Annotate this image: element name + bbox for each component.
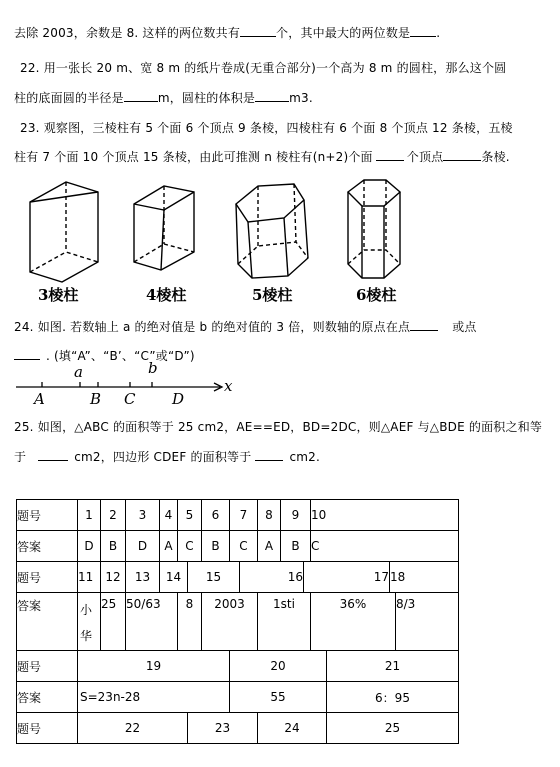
table-cell: 1 — [78, 500, 101, 531]
prism-label-5: 5棱柱 — [252, 286, 293, 304]
table-cell: 3 — [126, 500, 160, 531]
table-cell: 8 — [258, 500, 281, 531]
q25-text: 25. 如图，△ABC 的面积等于 25 cm2，AE==ED，BD=2DC，则△AEF 与△BDE 的面积之和等 — [14, 420, 543, 434]
q23-text-2: 柱有 7 个面 10 个顶点 15 条棱，由此可推测 n 棱柱有(n+2)个面 — [14, 150, 373, 164]
table-cell: S=23n-28 — [78, 682, 230, 713]
q22-text-2: 柱的底面圆的半径是 — [14, 91, 124, 105]
table-cell: B — [101, 531, 126, 562]
table-cell: 7 — [230, 500, 258, 531]
answer-blank[interactable] — [240, 25, 276, 37]
q25-text-3: cm2. — [289, 450, 321, 464]
point-B: B — [90, 390, 102, 408]
prism-label-6: 6棱柱 — [356, 286, 397, 304]
table-cell: 8 — [178, 593, 202, 651]
table-cell: 题号 — [17, 651, 78, 682]
answer-blank[interactable] — [376, 149, 404, 161]
table-cell: D — [78, 531, 101, 562]
table-cell: 题号 — [17, 500, 78, 531]
q22-text-4: m3. — [289, 91, 313, 105]
table-cell: D — [126, 531, 160, 562]
table-cell: 23 — [188, 713, 258, 744]
q25-line-1 — [14, 418, 542, 435]
answer-blank[interactable] — [443, 149, 481, 161]
answer-blank[interactable] — [14, 348, 40, 360]
table-cell: 55 — [230, 682, 327, 713]
table-cell: C — [178, 531, 202, 562]
table-cell: B — [281, 531, 311, 562]
table-cell: 19 — [78, 651, 230, 682]
table-cell: C — [311, 531, 459, 562]
q24-line-2 — [14, 347, 195, 364]
table-cell: 13 — [126, 562, 160, 593]
q23-text-4: 条棱. — [481, 150, 510, 164]
point-C: C — [124, 390, 136, 408]
table-cell: 2 — [101, 500, 126, 531]
table-cell: 题号 — [17, 562, 78, 593]
table-cell: 5 — [178, 500, 202, 531]
table-cell: 16 — [240, 562, 304, 593]
table-cell: 9 — [281, 500, 311, 531]
table-row — [17, 682, 459, 713]
table-cell: 18 — [390, 562, 459, 593]
q25-text-2: cm2，四边形 CDEF 的面积等于 — [74, 450, 252, 464]
table-row — [17, 593, 459, 651]
q24-line-1 — [14, 318, 477, 335]
table-cell: 15 — [188, 562, 240, 593]
answer-blank[interactable] — [255, 90, 289, 102]
table-row — [17, 651, 459, 682]
table-cell: 8/3 — [396, 593, 459, 651]
q24-text: 24. 如图. 若数轴上 a 的绝对值是 b 的绝对值的 3 倍，则数轴的原点在点 — [14, 320, 411, 334]
table-cell: C — [230, 531, 258, 562]
q22-text: 22. 用一张长 20 m、宽 8 m 的纸片卷成(无重合部分)一个高为 8 m 的圆柱，那么这个圆 — [20, 61, 507, 75]
point-A: A — [34, 390, 45, 408]
table-row — [17, 500, 459, 531]
table-cell — [78, 593, 101, 651]
table-cell: 答案 — [17, 682, 78, 713]
table-row — [17, 713, 459, 744]
q23-text: 23. 观察图，三棱柱有 5 个面 6 个顶点 9 条棱，四棱柱有 6 个面 8 个顶点 12 条棱，五棱 — [20, 121, 513, 135]
point-label-a: a — [74, 363, 83, 381]
q23-text-3: 个顶点 — [406, 150, 444, 164]
table-cell: 25 — [327, 713, 459, 744]
table-cell: 答案 — [17, 593, 78, 651]
table-cell: A — [258, 531, 281, 562]
table-cell: 24 — [258, 713, 327, 744]
q21-text-2: 个，其中最大的两位数是 — [276, 26, 411, 40]
table-cell: 11 — [78, 562, 101, 593]
q25-text-1: 于 — [14, 450, 27, 464]
table-cell: A — [160, 531, 178, 562]
axis-label-x: x — [224, 377, 233, 395]
table-cell: B — [202, 531, 230, 562]
table-cell: 6 — [202, 500, 230, 531]
table-cell: 21 — [327, 651, 459, 682]
q22-text-3: m，圆柱的体积是 — [157, 91, 256, 105]
table-cell: 17 — [304, 562, 390, 593]
table-cell: 答案 — [17, 531, 78, 562]
point-D: D — [172, 390, 185, 408]
table-cell: 25 — [101, 593, 126, 651]
prism-label-4: 4棱柱 — [146, 286, 187, 304]
table-cell: 50/63 — [126, 593, 178, 651]
table-cell: 22 — [78, 713, 188, 744]
prism-figures — [26, 170, 426, 310]
q23-line-1 — [20, 119, 513, 136]
table-cell: 20 — [230, 651, 327, 682]
answer-table — [16, 499, 459, 744]
prism-label-3: 3棱柱 — [38, 286, 79, 304]
table-cell: 1sti — [258, 593, 311, 651]
answer-blank[interactable] — [124, 90, 158, 102]
q24-text-2: 或点 — [452, 320, 477, 334]
answer-blank[interactable] — [410, 319, 438, 331]
point-label-b: b — [148, 359, 158, 377]
table-row — [17, 531, 459, 562]
table-cell: 14 — [160, 562, 188, 593]
q21-text-3: . — [436, 26, 441, 40]
q21-tail — [14, 24, 440, 41]
table-cell: 4 — [160, 500, 178, 531]
q22-line-1 — [20, 59, 506, 76]
table-cell: 36% — [311, 593, 396, 651]
table-cell: 12 — [101, 562, 126, 593]
q24-text-2: . (填“A”、“B’、“C”或“D”) — [46, 349, 195, 363]
answer-blank[interactable] — [255, 449, 283, 461]
q23-line-2 — [14, 148, 510, 165]
table-row — [17, 562, 459, 593]
table-cell: 6：95 — [327, 682, 459, 713]
table-cell: 2003 — [202, 593, 258, 651]
number-line-figure — [14, 359, 254, 413]
table-cell: 题号 — [17, 713, 78, 744]
q21-text: 去除 2003，余数是 8. 这样的两位数共有 — [14, 26, 241, 40]
answer-blank[interactable] — [410, 25, 436, 37]
table-cell: 10 — [311, 500, 459, 531]
table-cell-text: 小华 — [80, 603, 93, 643]
q25-line-2 — [14, 448, 320, 465]
answer-blank[interactable] — [38, 449, 68, 461]
q22-line-2 — [14, 89, 313, 106]
